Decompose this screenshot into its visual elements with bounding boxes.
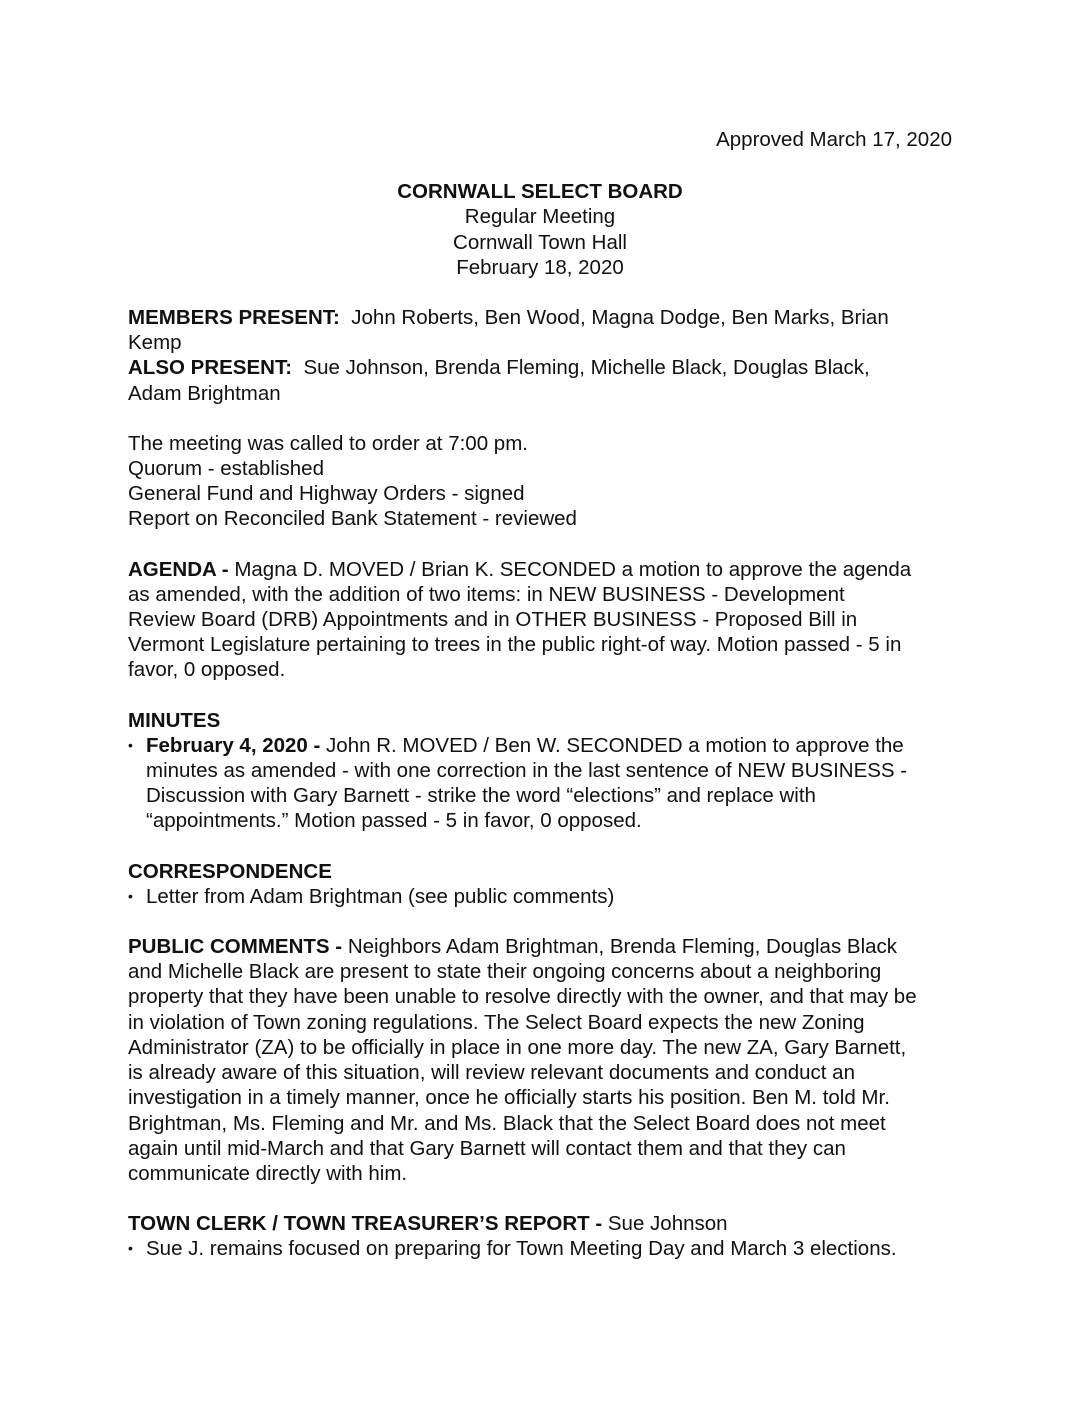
members-label: MEMBERS PRESENT: xyxy=(128,306,340,330)
organization-title: CORNWALL SELECT BOARD xyxy=(397,180,683,204)
public-comments-text: Neighbors Adam Brightman, Brenda Fleming, Douglas Black xyxy=(347,935,898,959)
meeting-date: February 18, 2020 xyxy=(456,255,624,279)
public-comments-line: and Michelle Black are present to state their ongoing concerns about a neighboring xyxy=(128,960,882,984)
public-comments-line: Administrator (ZA) to be officially in place in one more day. The new ZA, Gary Barnett, xyxy=(128,1035,907,1059)
members-present xyxy=(128,305,960,330)
public-comments-line: again until mid-March and that Gary Barnett will contact them and that they can xyxy=(128,1136,846,1160)
public-comments-line: Brightman, Ms. Fleming and Mr. and Ms. Black that the Select Board does not meet xyxy=(128,1111,886,1135)
agenda-line: favor, 0 opposed. xyxy=(128,658,286,682)
minutes-item-text: “appointments.” Motion passed - 5 in favor, 0 opposed. xyxy=(146,809,642,833)
list-item xyxy=(128,733,960,834)
minutes-list xyxy=(128,733,960,834)
agenda-text: Magna D. MOVED / Brian K. SECONDED a motion to approve the agenda xyxy=(234,557,912,581)
also-names-cont: Adam Brightman xyxy=(128,381,281,405)
minutes-section xyxy=(128,708,960,834)
meeting-location: Cornwall Town Hall xyxy=(453,230,627,254)
clerk-report-list xyxy=(128,1236,960,1261)
public-comments-line xyxy=(128,934,960,959)
public-comments-line: is already aware of this situation, will review relevant documents and conduct an xyxy=(128,1061,855,1085)
minutes-item-text: John R. MOVED / Ben W. SECONDED a motion to approve the xyxy=(326,733,904,757)
public-comments-label: PUBLIC COMMENTS - xyxy=(128,935,343,959)
clerk-report-section xyxy=(128,1211,960,1261)
agenda-line: as amended, with the addition of two items: in NEW BUSINESS - Development xyxy=(128,582,845,606)
agenda-line: Vermont Legislature pertaining to trees in the public right-of way. Motion passed - 5 in xyxy=(128,633,902,657)
minutes-document xyxy=(128,127,960,1262)
bullet-icon: • xyxy=(128,1240,133,1257)
agenda-section xyxy=(128,557,960,683)
members-names-cont: Kemp xyxy=(128,331,182,355)
correspondence-section xyxy=(128,859,960,909)
clerk-report-item: Sue J. remains focused on preparing for Town Meeting Day and March 3 elections. xyxy=(146,1237,897,1261)
list-item xyxy=(128,884,960,909)
meeting-type: Regular Meeting xyxy=(464,205,616,229)
opening-section xyxy=(128,431,960,532)
agenda-line: Review Board (DRB) Appointments and in OTHER BUSINESS - Proposed Bill in xyxy=(128,608,858,632)
opening-line: Report on Reconciled Bank Statement - reviewed xyxy=(128,507,577,531)
also-present xyxy=(128,355,960,380)
bullet-icon: • xyxy=(128,736,133,753)
document-header xyxy=(128,179,960,280)
correspondence-item: Letter from Adam Brightman (see public comments) xyxy=(146,884,615,908)
clerk-report-person: Sue Johnson xyxy=(607,1212,728,1236)
members-names: John Roberts, Ben Wood, Magna Dodge, Ben Marks, Brian xyxy=(351,306,889,330)
approval-date: Approved March 17, 2020 xyxy=(716,128,952,151)
clerk-report-heading xyxy=(128,1211,960,1236)
clerk-report-label: TOWN CLERK / TOWN TREASURER’S REPORT - xyxy=(128,1212,603,1236)
minutes-item-text: Discussion with Gary Barnett - strike the word “elections” and replace with xyxy=(146,784,816,808)
agenda-line xyxy=(128,557,960,582)
public-comments-line: investigation in a timely manner, once he officially starts his position. Ben M. told Mr. xyxy=(128,1086,890,1110)
list-item xyxy=(128,1236,960,1261)
also-label: ALSO PRESENT: xyxy=(128,356,293,380)
opening-line: The meeting was called to order at 7:00 pm. xyxy=(128,431,528,455)
opening-line: Quorum - established xyxy=(128,457,324,481)
bullet-icon: • xyxy=(128,887,133,904)
attendance-section xyxy=(128,305,960,406)
public-comments-section xyxy=(128,934,960,1186)
public-comments-line: property that they have been unable to resolve directly with the owner, and that may be xyxy=(128,985,917,1009)
minutes-item-text: minutes as amended - with one correction in the last sentence of NEW BUSINESS - xyxy=(146,759,908,783)
agenda-label: AGENDA - xyxy=(128,557,229,581)
opening-line: General Fund and Highway Orders - signed xyxy=(128,482,525,506)
correspondence-list xyxy=(128,884,960,909)
minutes-title: MINUTES xyxy=(128,708,221,732)
public-comments-line: communicate directly with him. xyxy=(128,1161,408,1185)
minutes-item-label: February 4, 2020 - xyxy=(146,733,321,757)
also-names: Sue Johnson, Brenda Fleming, Michelle Black, Douglas Black, xyxy=(303,356,870,380)
correspondence-title: CORRESPONDENCE xyxy=(128,859,332,883)
public-comments-line: in violation of Town zoning regulations. The Select Board expects the new Zoning xyxy=(128,1010,865,1034)
